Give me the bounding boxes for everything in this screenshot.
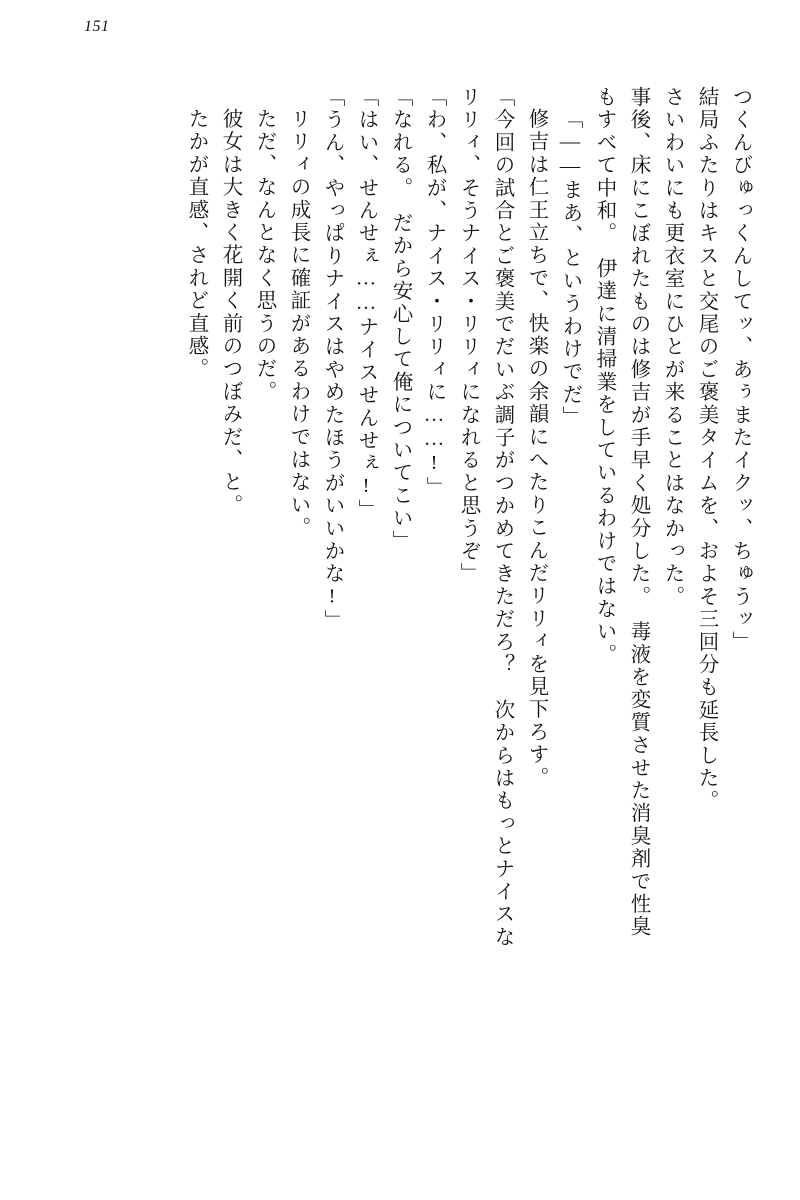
text-line: 事後、床にこぼれたものは修吉が手早く処分した。 毒液を変質させた消臭剤で性臭: [627, 86, 649, 939]
text-line: 修吉は仁王立ちで、快楽の余韻にへたりこんだリリィを見下ろす。: [525, 108, 547, 789]
text-line: 彼女は大きく花開く前のつぼみだ、と。: [219, 108, 241, 517]
text-line: たかが直感、されど直感。: [185, 108, 207, 381]
page-number: 151: [84, 18, 110, 35]
text-line: 結局ふたりはキスと交尾のご褒美タイムを、およそ三回分も延長した。: [695, 86, 717, 813]
text-line: もすべて中和。 伊達に清掃業をしているわけではない。: [593, 86, 615, 666]
text-line: リリィ、そうナイス・リリィになれると思うぞ」: [457, 86, 479, 586]
text-line: 「はい、せんせぇ……ナイスせんせぇ!」: [355, 86, 377, 522]
text-line: 「なれる。 だから安心して俺についてこい」: [389, 86, 411, 553]
text-line: 「うん、やっぱりナイスはやめたほうがいいかな!」: [321, 86, 343, 633]
text-line: 「今回の試合とご褒美でだいぶ調子がつかめてきただろ？ 次からはもっとナイスな: [491, 86, 513, 949]
text-line: 「――まあ、というわけでだ」: [559, 108, 581, 429]
text-line: ただ、なんとなく思うのだ。: [253, 108, 275, 404]
text-line: つくんびゅっくんしてッ、あぅまたイクッ、ちゅうッ」: [729, 86, 751, 654]
text-line: 「わ、私が、ナイス・リリィに……!」: [423, 86, 445, 500]
text-line: さいわいにも更衣室にひとが来ることはなかった。: [661, 86, 683, 609]
text-line: リリィの成長に確証があるわけではない。: [287, 108, 309, 540]
vertical-body-text: [52, 86, 750, 1146]
